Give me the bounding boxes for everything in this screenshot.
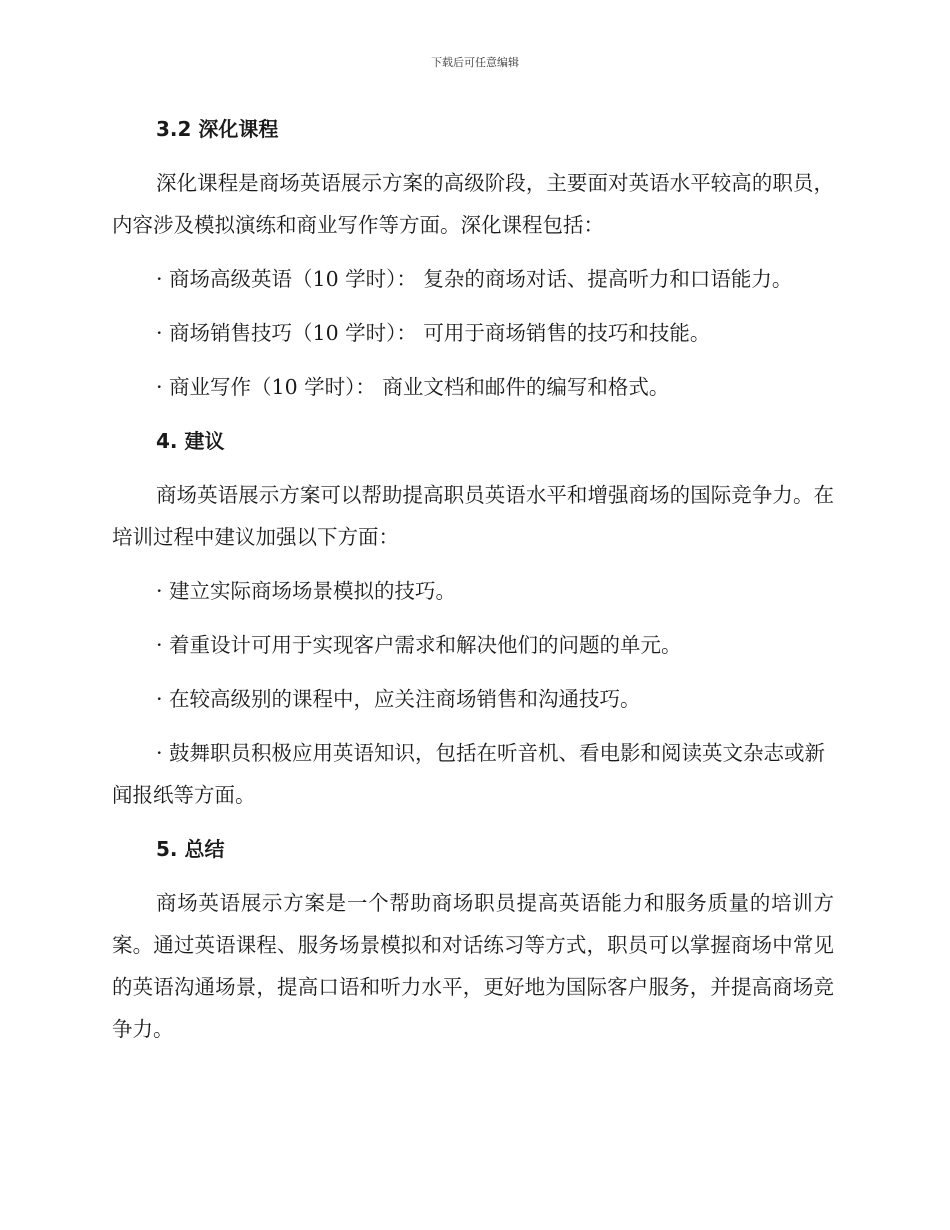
list-item: · 建立实际商场场景模拟的技巧。 bbox=[156, 579, 457, 603]
list-item: · 商场销售技巧（10 学时）： 可用于商场销售的技巧和技能。 bbox=[156, 321, 711, 345]
list-item: · 着重设计可用于实现客户需求和解决他们的问题的单元。 bbox=[156, 633, 682, 657]
section-5-body: 商场英语展示方案是一个帮助商场职员提高英语能力和服务质量的培训方案。通过英语课程、服务场景模拟和对话练习等方式，职员可以掌握商场中常见的英语沟通场景，提高口语和听力水平，更好地为国际客户服务，并提高商场竞争力。 bbox=[112, 891, 834, 1041]
section-heading-5: 5. 总结 bbox=[156, 837, 225, 861]
list-item: · 鼓舞职员积极应用英语知识，包括在听音机、看电影和阅读英文杂志或新闻报纸等方面。 bbox=[112, 741, 826, 807]
section-4-intro: 商场英语展示方案可以帮助提高职员英语水平和增强商场的国际竞争力。在培训过程中建议加强以下方面： bbox=[112, 483, 834, 549]
section-heading-3-2: 3.2 深化课程 bbox=[156, 117, 279, 141]
document-body bbox=[112, 108, 834, 1062]
section-heading-4: 4. 建议 bbox=[156, 429, 225, 453]
list-item: · 商场高级英语（10 学时）： 复杂的商场对话、提高听力和口语能力。 bbox=[156, 267, 793, 291]
list-item: · 在较高级别的课程中，应关注商场销售和沟通技巧。 bbox=[156, 687, 641, 711]
list-item: · 商业写作（10 学时）： 商业文档和邮件的编写和格式。 bbox=[156, 375, 670, 399]
page-header: 下载后可任意编辑 bbox=[431, 56, 519, 69]
section-3-2-intro: 深化课程是商场英语展示方案的高级阶段，主要面对英语水平较高的职员，内容涉及模拟演练和商业写作等方面。深化课程包括： bbox=[112, 171, 834, 237]
